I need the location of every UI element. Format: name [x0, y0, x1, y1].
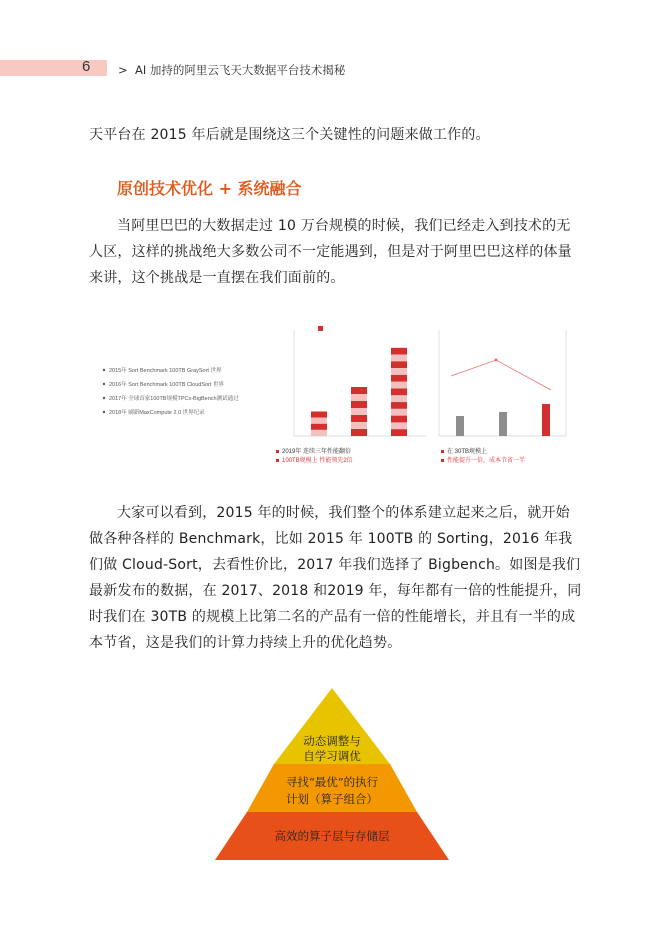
chart-1-bar-segment	[311, 430, 327, 436]
legend-right-swatch-2	[441, 459, 444, 462]
chart-1-bar-segment	[391, 402, 407, 409]
bullet-dot	[103, 369, 105, 371]
chart-1-bar-segment	[391, 389, 407, 396]
chart-1-bar-segment	[391, 348, 407, 355]
legend-right-2: 性能提升一倍，成本节省一半	[447, 458, 526, 464]
chart-1-bar-segment	[351, 408, 367, 415]
chart-1-bar-segment	[391, 409, 407, 416]
pyramid-middle-line-2: 计划（算子组合）	[286, 792, 378, 806]
book-title: AI 加持的阿里云飞天大数据平台技术揭秘	[134, 63, 346, 77]
paragraph-2: 当阿里巴巴的大数据走过 10 万台规模的时候，我们已经走入到技术的无人区，这样的挑战绝大多数公司不一定能遇到，但是对于阿里巴巴这样的体量来讲，这个挑战是一直摆在我们面前的。	[89, 218, 572, 286]
chart-1-bar-segment	[311, 418, 327, 424]
bullet-dot	[103, 383, 105, 385]
paragraph-3: 大家可以看到，2015 年的时候，我们整个的体系建立起来之后，就开始做各种各样的 Benchmark，比如 2015 年 100TB 的 Sorting，2016 年我们做 Cloud-Sort，去看性价比，2017 年我们选择了 Bigbench。如图是我们最新发布的数据，在 2017、2018 和2019 年，每年都有一倍的性能提升，同时我们在 30TB 的规模上比第二名的产品有一倍的性能增长，并且有一半的成本节省，这是我们的计算力持续上升的优化趋势。	[89, 505, 582, 651]
chart-1-bar-segment	[391, 416, 407, 423]
pyramid-top-line-2: 自学习调优	[303, 749, 361, 763]
bullet-dot	[103, 397, 105, 399]
legend-right-1: 在 30TB规模上	[447, 449, 488, 455]
legend-right-swatch-1	[441, 450, 444, 453]
pyramid-top-line-1: 动态调整与	[303, 734, 361, 748]
header-title	[118, 62, 345, 78]
header-separator: >	[118, 63, 128, 77]
chart-1-bar-segment	[351, 401, 367, 408]
pyramid-bottom-label: 高效的算子层与存储层	[274, 829, 390, 843]
legend-left-2: 100TB规模上 性能领先2倍	[282, 458, 353, 464]
chart-1-bar-segment	[391, 382, 407, 389]
section-heading: 原创技术优化 + 系统融合	[117, 179, 302, 198]
chart-2-bar	[499, 412, 507, 436]
chart-1-bar-segment	[391, 368, 407, 375]
chart-2-bar	[456, 416, 464, 436]
chart-1-bar-segment	[391, 422, 407, 429]
chart-1-bar-segment	[311, 412, 327, 418]
bullet-item-1: 2015年 Sort Benchmark 100TB GraySort 世界	[109, 368, 222, 374]
paragraph-1: 天平台在 2015 年后就是围绕这三个关键性的问题来做工作的。	[89, 127, 490, 143]
bullet-dot	[103, 411, 105, 413]
chart-1-bar-segment	[351, 394, 367, 401]
chart-1-bar-segment	[351, 422, 367, 429]
legend-left-swatch-2	[276, 459, 279, 462]
legend-left-1: 2019年 连续三年性能翻倍	[282, 449, 352, 455]
bullet-item-2: 2016年 Sort Benchmark 100TB CloudSort 世界	[109, 382, 224, 388]
chart-1-bar-segment	[351, 387, 367, 394]
optimization-pyramid-svg	[215, 688, 449, 860]
chart-2-trend-point	[495, 359, 498, 362]
chart-1-bar-segment	[311, 424, 327, 430]
chart-1-bar-segment	[391, 361, 407, 368]
legend-left-swatch-1	[276, 450, 279, 453]
chart-1-bar-segment	[391, 375, 407, 382]
pyramid-middle-line-1: 寻找“最优”的执行	[285, 775, 379, 789]
chart-1-bar-segment	[391, 429, 407, 436]
chart-1-legend-swatch	[318, 326, 323, 331]
page-number: 6	[82, 58, 91, 75]
chart-2-trend-line	[451, 360, 551, 390]
chart-1-bar-segment	[391, 395, 407, 402]
benchmark-figure-svg	[96, 318, 582, 478]
chart-2	[439, 330, 566, 436]
chart-1-bar-segment	[351, 415, 367, 422]
chart-2-bar	[542, 404, 550, 436]
chart-1-bar-segment	[351, 429, 367, 436]
chart-1	[294, 326, 426, 436]
header-band	[0, 60, 107, 76]
optimization-pyramid	[215, 688, 449, 860]
chart-1-bar-segment	[391, 355, 407, 362]
benchmark-figure	[96, 318, 582, 478]
bullet-item-3: 2017年 全球首家100TB规模TPCx-BigBench测试通过	[109, 396, 239, 402]
bullet-item-4: 2018年 刷新MaxCompute 2.0 世界纪录	[109, 410, 205, 416]
